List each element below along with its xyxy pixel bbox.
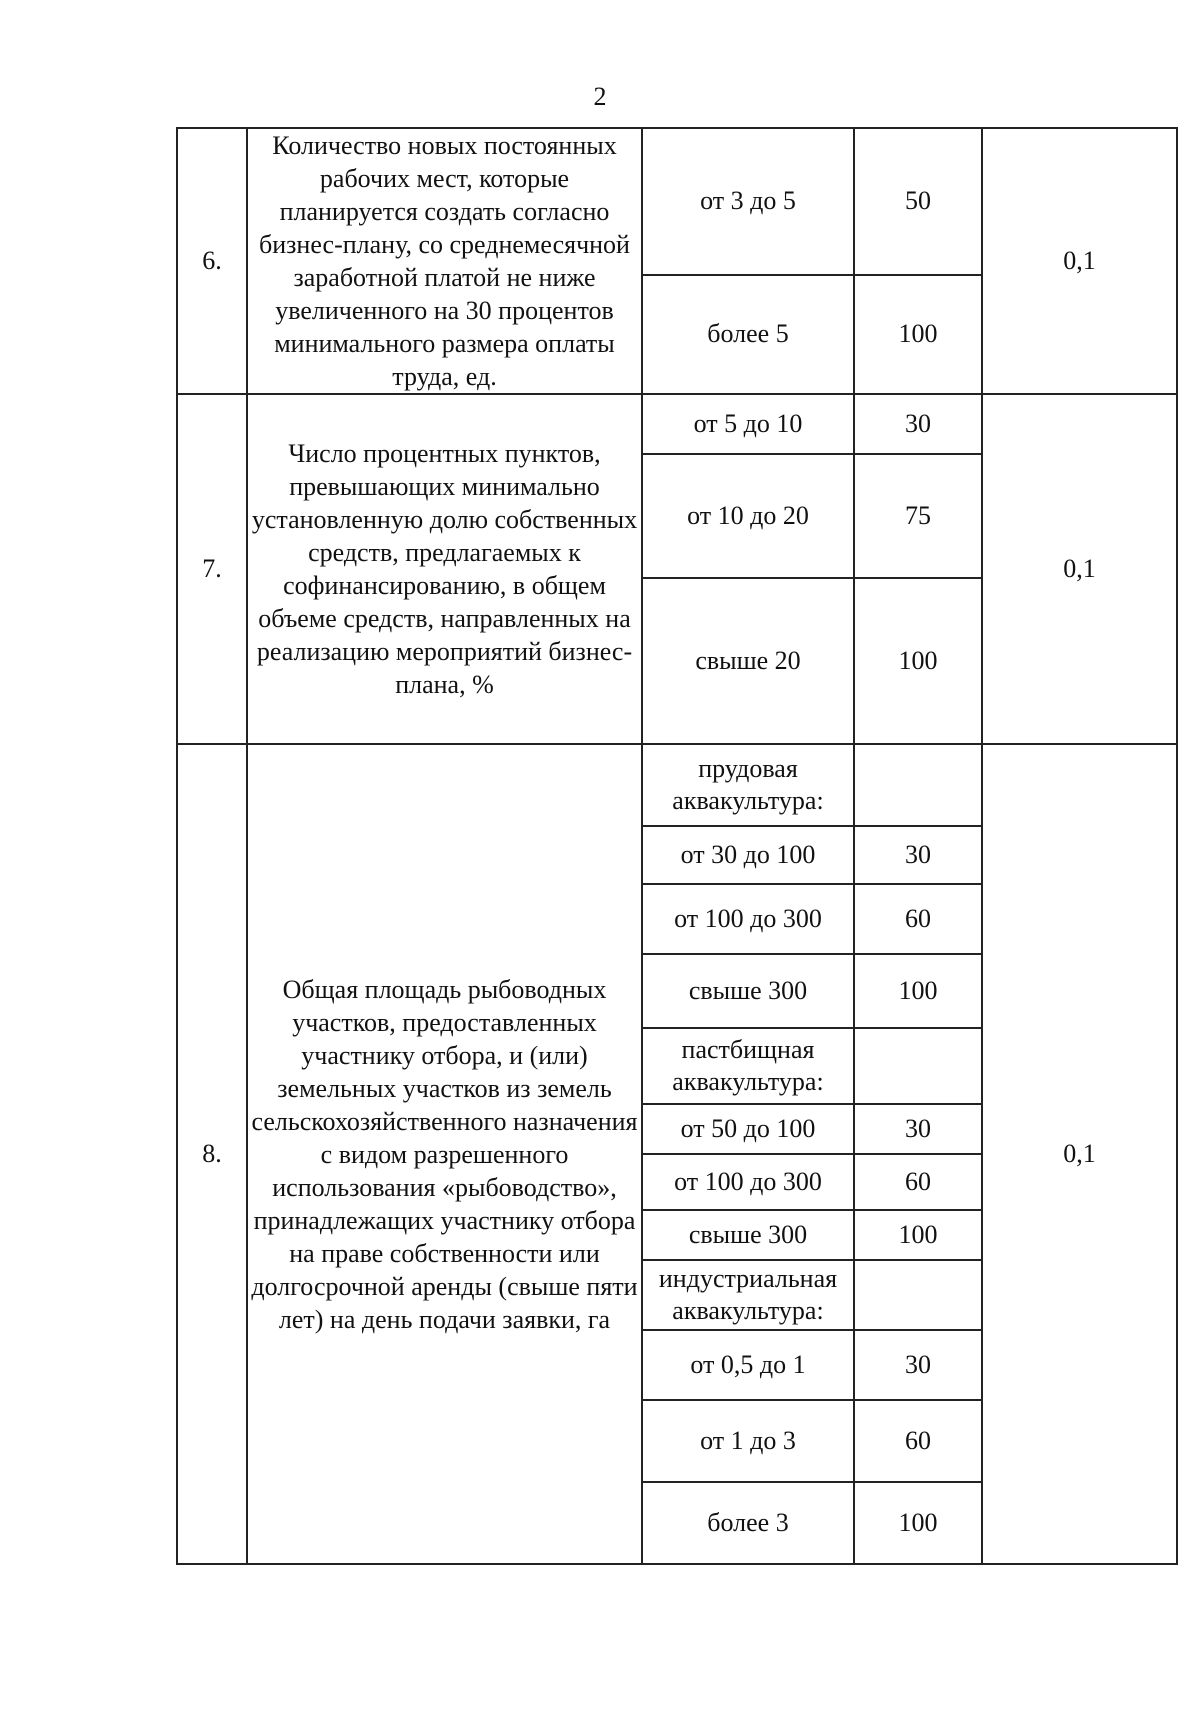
group-title: индустриальная аквакультура: <box>642 1260 854 1330</box>
score-cell: 30 <box>854 826 982 884</box>
range-cell: свыше 300 <box>642 954 854 1028</box>
range-cell: от 100 до 300 <box>642 884 854 954</box>
score-cell: 100 <box>854 1482 982 1564</box>
range-cell: от 3 до 5 <box>642 128 854 275</box>
range-cell: от 100 до 300 <box>642 1154 854 1210</box>
group-title: прудовая аквакультура: <box>642 744 854 826</box>
range-cell: свыше 20 <box>642 578 854 744</box>
table-row <box>177 394 1177 454</box>
score-cell: 60 <box>854 1154 982 1210</box>
range-cell: от 50 до 100 <box>642 1104 854 1154</box>
range-cell: от 1 до 3 <box>642 1400 854 1482</box>
score-cell: 100 <box>854 578 982 744</box>
range-cell: более 5 <box>642 275 854 394</box>
range-cell: от 30 до 100 <box>642 826 854 884</box>
score-cell <box>854 744 982 826</box>
weight-cell: 0,1 <box>982 128 1177 394</box>
criterion-description: Количество новых постоянных рабочих мест, которые планируется создать согласно бизнес-плану, со среднемесячной заработной платой не ниже увеличенного на 30 процентов минимального размера оплаты труда, ед. <box>247 128 642 394</box>
score-cell: 75 <box>854 454 982 578</box>
group-title: пастбищная аквакультура: <box>642 1028 854 1104</box>
row-number: 7. <box>177 394 247 744</box>
table-row <box>177 744 1177 826</box>
weight-cell: 0,1 <box>982 744 1177 1564</box>
row-number: 8. <box>177 744 247 1564</box>
range-cell: от 0,5 до 1 <box>642 1330 854 1400</box>
criteria-table <box>176 127 1178 1565</box>
row-number: 6. <box>177 128 247 394</box>
range-cell: от 10 до 20 <box>642 454 854 578</box>
score-cell: 60 <box>854 884 982 954</box>
range-cell: более 3 <box>642 1482 854 1564</box>
range-cell: свыше 300 <box>642 1210 854 1260</box>
score-cell: 100 <box>854 954 982 1028</box>
criterion-description: Число процентных пунктов, превышающих минимально установленную долю собственных средств, предлагаемых к софинансированию, в общем объеме средств, направленных на реализацию мероприятий бизнес-плана, % <box>247 394 642 744</box>
score-cell: 60 <box>854 1400 982 1482</box>
score-cell: 100 <box>854 1210 982 1260</box>
page-number: 2 <box>593 82 607 111</box>
score-cell: 50 <box>854 128 982 275</box>
weight-cell: 0,1 <box>982 394 1177 744</box>
score-cell <box>854 1260 982 1330</box>
score-cell: 100 <box>854 275 982 394</box>
table-row <box>177 128 1177 275</box>
score-cell <box>854 1028 982 1104</box>
score-cell: 30 <box>854 1330 982 1400</box>
criterion-description: Общая площадь рыбоводных участков, предоставленных участнику отбора, и (или) земельных участков из земель сельскохозяйственного назначения с видом разрешенного использования «рыбоводство», принадлежащих участнику отбора на праве собственности или долгосрочной аренды (свыше пяти лет) на день подачи заявки, га <box>247 744 642 1564</box>
score-cell: 30 <box>854 1104 982 1154</box>
score-cell: 30 <box>854 394 982 454</box>
range-cell: от 5 до 10 <box>642 394 854 454</box>
